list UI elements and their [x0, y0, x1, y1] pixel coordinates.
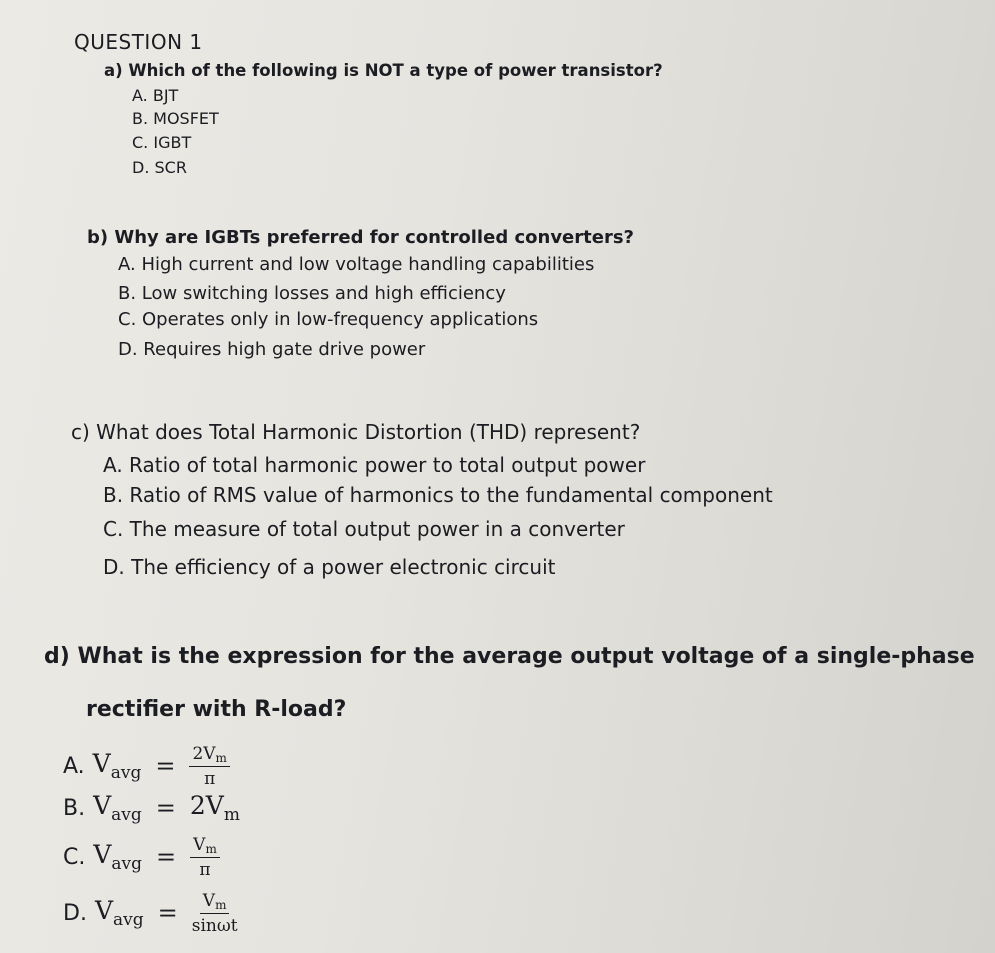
fraction [192, 891, 238, 936]
fraction-numerator: $2V_m$ [189, 744, 229, 767]
question-d-option-d [63, 890, 238, 936]
equals-sign: = [157, 899, 178, 927]
equals-sign: = [155, 752, 176, 780]
fraction-denominator: π [204, 768, 216, 789]
question-a-option-c: C. IGBT [132, 133, 192, 152]
option-label: A. [63, 753, 85, 779]
formula-lhs: $V_{avg}$ [92, 749, 142, 783]
option-label: C. [63, 844, 86, 870]
formula-lhs: $V_{avg}$ [93, 840, 143, 874]
question-c-option-b: B. Ratio of RMS value of harmonics to the fundamental component [103, 483, 773, 507]
question-a-option-d: D. SCR [132, 158, 187, 177]
option-label: D. [63, 900, 87, 926]
formula-lhs: $V_{avg}$ [94, 896, 144, 930]
fraction [190, 835, 220, 880]
equals-sign: = [155, 794, 176, 822]
question-c-option-a: A. Ratio of total harmonic power to total output power [103, 453, 646, 477]
question-d-option-b [63, 785, 240, 831]
question-b-text: b) Why are IGBTs preferred for controlled converters? [87, 227, 634, 248]
fraction-numerator: $V_m$ [200, 891, 230, 914]
equals-sign: = [156, 843, 177, 871]
fraction-denominator: π [199, 859, 211, 880]
question-b-option-a: A. High current and low voltage handling capabilities [118, 254, 595, 275]
question-d-option-c [63, 834, 220, 880]
fraction-denominator: sinωt [191, 915, 238, 936]
question-d-text-line2: rectifier with R-load? [86, 697, 347, 722]
question-c-option-c: C. The measure of total output power in a converter [103, 517, 625, 541]
question-b-option-c: C. Operates only in low-frequency applications [118, 309, 539, 330]
page-title: QUESTION 1 [74, 30, 203, 54]
question-c-text: c) What does Total Harmonic Distortion (THD) represent? [71, 420, 641, 444]
question-d-option-a [63, 743, 230, 789]
fraction [189, 744, 229, 789]
fraction-numerator: $V_m$ [190, 835, 220, 858]
formula-lhs: $V_{avg}$ [93, 791, 142, 825]
question-c-option-d: D. The efficiency of a power electronic circuit [103, 555, 556, 579]
question-d-text-line1: d) What is the expression for the average output voltage of a single-phase [44, 644, 975, 669]
question-b-option-d: D. Requires high gate drive power [118, 339, 426, 360]
formula-rhs: $2V_m$ [189, 791, 240, 825]
question-a-option-a: A. BJT [132, 86, 179, 105]
question-b-option-b: B. Low switching losses and high efficiency [118, 283, 506, 304]
option-label: B. [63, 795, 86, 821]
question-a-option-b: B. MOSFET [132, 109, 219, 128]
question-a-text: a) Which of the following is NOT a type of power transistor? [104, 61, 663, 80]
